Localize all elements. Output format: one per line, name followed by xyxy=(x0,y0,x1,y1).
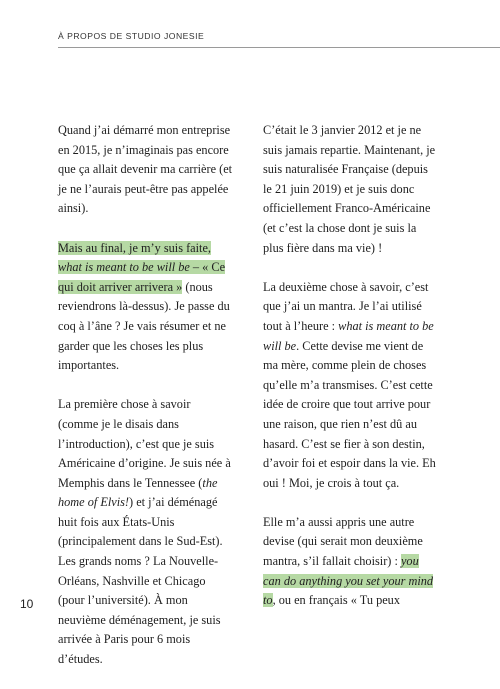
paragraph xyxy=(58,121,233,219)
text-run: (nous reviendrons là-dessus). Je passe du coq à l’âne ? Je vais résumer et ne garder que les choses les plus importantes. xyxy=(58,279,230,373)
left-column xyxy=(58,121,233,689)
paragraph xyxy=(263,513,438,611)
text-run: Quand j’ai démarré mon entreprise en 2015, je n’imaginais pas encore que ça allait devenir ma carrière (et je ne l’aurais peut-être pas appelée ainsi). xyxy=(58,123,233,216)
highlighted-text: you can do anything you set your mind to xyxy=(263,554,434,608)
italic-text: what is meant to be will be xyxy=(263,318,434,353)
text-run: La première chose à savoir (comme je le disais dans l’introduction), c’est que je suis Américaine d’origine. Je suis née à Memphis dans le Tennessee ( xyxy=(58,397,231,490)
highlighted-text: what is meant to be will be xyxy=(58,260,190,275)
paragraph xyxy=(58,239,233,376)
text-run: Elle m’a aussi appris une autre devise (qui serait mon deuxième mantra, s’il fallait choisir) : xyxy=(263,514,423,569)
text-run: ) et j’ai déménagé huit fois aux États-Unis (principalement dans le Sud-Est). Les grands noms ? La Nouvelle-Orléans, Nashville et Chicago (pour l’université). À mon neuvième déménagement, je suis arrivée à Paris pour 6 mois d’études. xyxy=(58,495,223,667)
header-rule xyxy=(58,47,500,48)
paragraph xyxy=(263,278,438,494)
running-header: À PROPOS DE STUDIO JONESIE xyxy=(58,31,205,41)
paragraph xyxy=(263,121,438,258)
text-run: La deuxième chose à savoir, c’est que j’ai un mantra. Je l’ai utilisé tout à l’heure : xyxy=(263,279,429,333)
text-run: C’était le 3 janvier 2012 et je ne suis jamais repartie. Maintenant, je suis naturalisée Française (depuis le 21 juin 2019) et je suis donc officiellement Franco-Américaine (et c’est la chose dont je suis la plus fière dans ma vie) ! xyxy=(263,123,436,255)
highlighted-text: Mais au final, je m’y suis faite, xyxy=(58,240,211,255)
highlighted-text: – « Ce qui doit arriver arrivera » xyxy=(58,260,226,294)
text-run: . Cette devise me vient de ma mère, comme plein de choses qu’elle m’a transmises. C’est cette idée de croire que tout arrive pour une raison, que rien n’est dû au hasard. C’est se fier à son destin, d’avoir foi et espoir dans la vie. Eh oui ! Moi, je crois à tout ça. xyxy=(263,338,436,490)
page-number: 10 xyxy=(20,597,34,611)
text-run: , ou en français « Tu peux xyxy=(272,593,400,608)
italic-text: the home of Elvis! xyxy=(58,475,218,510)
right-column xyxy=(263,121,438,630)
paragraph xyxy=(58,395,233,669)
